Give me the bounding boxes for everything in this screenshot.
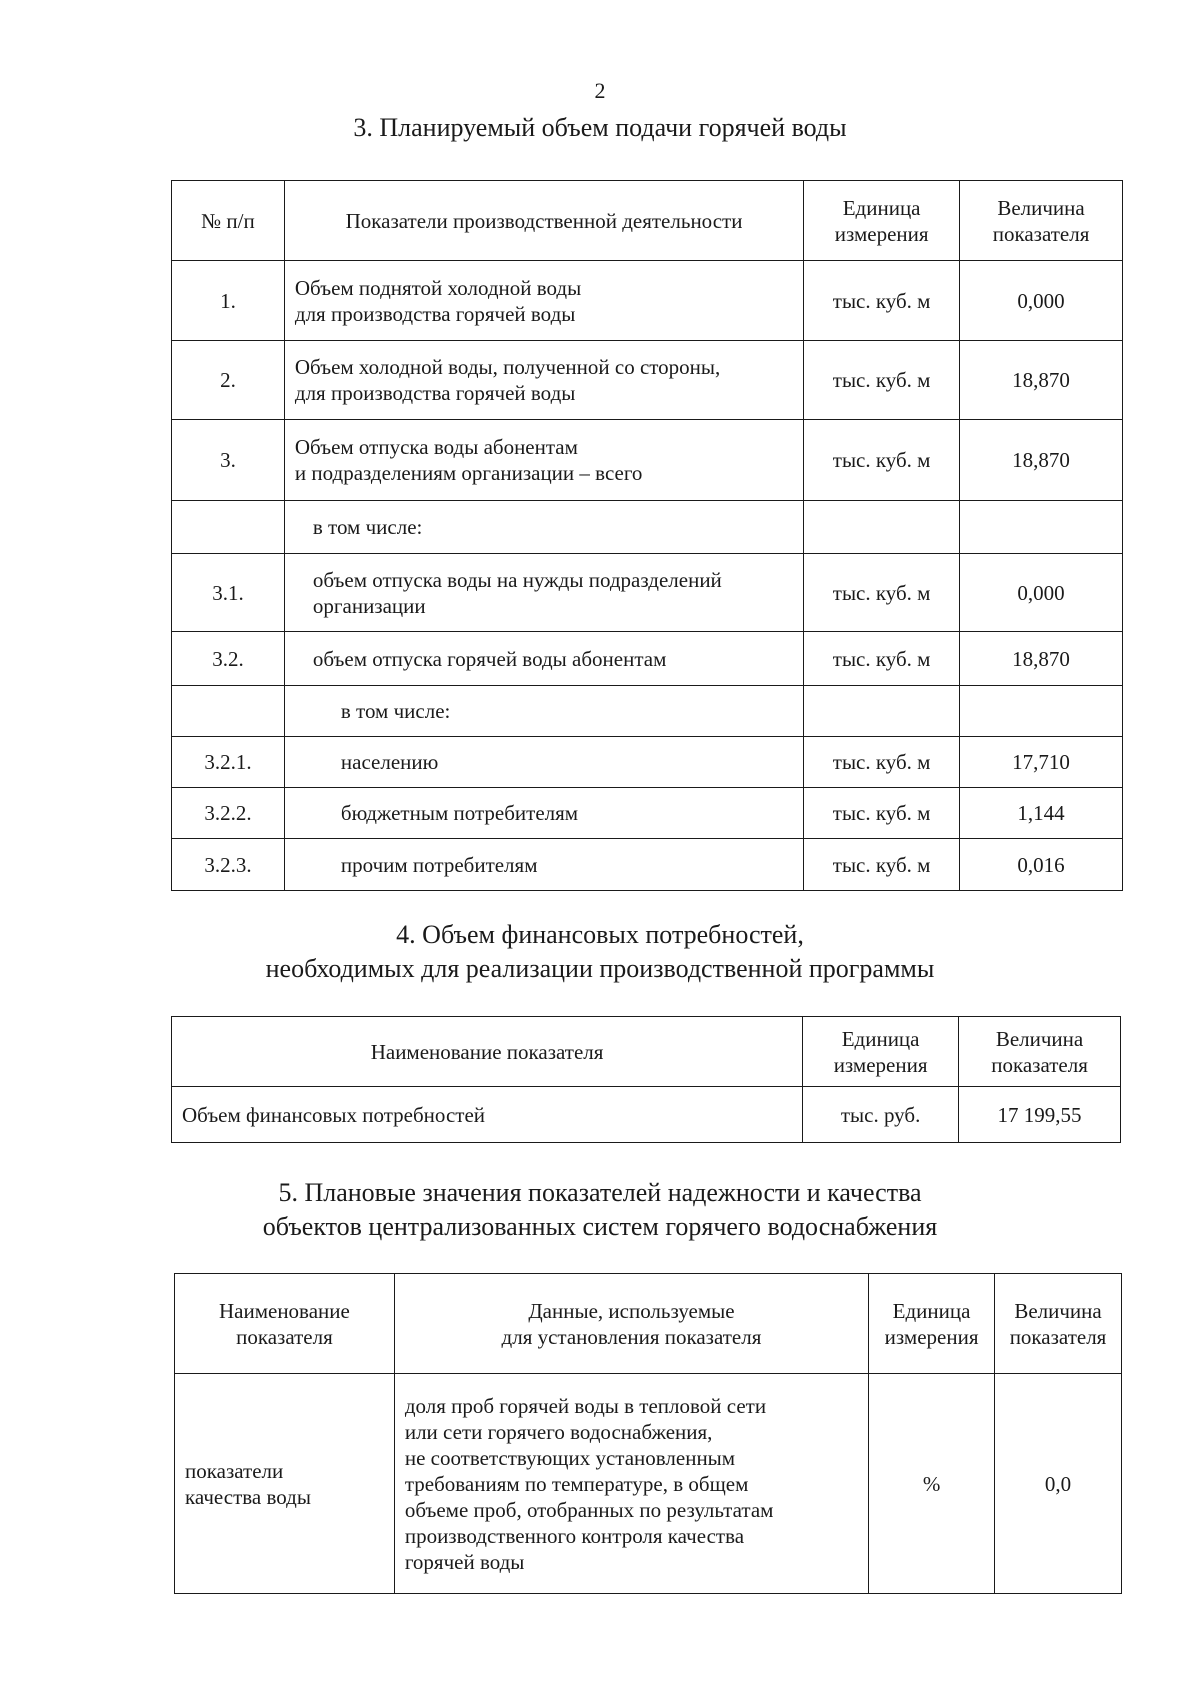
row-value: 17,710 — [960, 737, 1123, 788]
indicator-line: для производства горячей воды — [294, 381, 576, 405]
header-value — [960, 181, 1123, 261]
header-value — [995, 1274, 1122, 1374]
row-value: 1,144 — [960, 788, 1123, 839]
section-4-title-line: необходимых для реализации производственной программы — [265, 954, 935, 983]
header-value-line: показателя — [1009, 1324, 1107, 1349]
section-3-title: 3. Планируемый объем подачи горячей воды — [353, 113, 847, 142]
table-row — [172, 261, 1123, 341]
table-header-row — [172, 181, 1123, 261]
row-value: 0,000 — [960, 554, 1123, 632]
table-row — [172, 686, 1123, 737]
table-row — [172, 839, 1123, 891]
table-row — [172, 341, 1123, 420]
table-row — [172, 737, 1123, 788]
table-row — [172, 1087, 1121, 1143]
row-indicator: бюджетным потребителям — [284, 788, 803, 839]
data-line: объеме проб, отобранных по результатам — [404, 1497, 774, 1522]
indicator-line: качества воды — [185, 1484, 311, 1509]
data-line: не соответствующих установленным — [404, 1445, 736, 1470]
header-unit — [804, 181, 960, 261]
indicator-line: Объем поднятой холодной воды — [294, 275, 582, 300]
data-line: производственного контроля качества — [404, 1523, 745, 1548]
header-data-line: для установления показателя — [501, 1324, 762, 1349]
section-5-title — [0, 1176, 1200, 1244]
section-5-title-line: объектов централизованных систем горячего водоснабжения — [262, 1212, 938, 1241]
row-value: 18,870 — [960, 341, 1123, 420]
header-unit-line: Единица — [841, 1026, 920, 1051]
row-number — [172, 501, 285, 554]
row-indicator: Объем финансовых потребностей — [172, 1087, 803, 1143]
row-value: 0,016 — [960, 839, 1123, 891]
header-unit-line: Единица — [892, 1298, 971, 1323]
reliability-quality-table — [174, 1273, 1122, 1594]
row-unit: тыс. куб. м — [804, 261, 960, 341]
header-value-line: Величина — [997, 195, 1085, 220]
header-unit — [869, 1274, 995, 1374]
section-4-title — [0, 918, 1200, 986]
indicator-line: объем отпуска воды на нужды подразделений — [312, 567, 722, 592]
indicator-line: и подразделениям организации – всего — [294, 461, 643, 485]
row-unit: тыс. куб. м — [804, 632, 960, 686]
row-value — [960, 501, 1123, 554]
indicator-line: Объем отпуска воды абонентам — [294, 435, 578, 459]
row-indicator: в том числе: — [284, 501, 803, 554]
row-data-used — [394, 1374, 868, 1594]
table-row — [175, 1374, 1122, 1594]
indicator-line: для производства горячей воды — [294, 301, 576, 326]
row-value: 18,870 — [960, 420, 1123, 501]
table-row — [172, 788, 1123, 839]
data-line: доля проб горячей воды в тепловой сети — [404, 1393, 767, 1418]
row-indicator: в том числе: — [284, 686, 803, 737]
row-unit: тыс. куб. м — [804, 737, 960, 788]
row-unit — [804, 686, 960, 737]
row-value — [960, 686, 1123, 737]
table-row — [172, 632, 1123, 686]
header-unit-line: измерения — [833, 1052, 928, 1077]
financial-needs-table — [171, 1016, 1121, 1143]
header-data-used — [394, 1274, 868, 1374]
row-number: 1. — [172, 261, 285, 341]
row-value: 17 199,55 — [959, 1087, 1121, 1143]
table-row — [172, 501, 1123, 554]
indicator-line: показатели — [185, 1458, 284, 1483]
table-header-row — [172, 1017, 1121, 1087]
row-unit: тыс. куб. м — [804, 420, 960, 501]
row-number: 2. — [172, 341, 285, 420]
page-number: 2 — [594, 78, 606, 103]
row-indicator — [284, 420, 803, 501]
row-indicator — [284, 341, 803, 420]
data-line: горячей воды — [404, 1549, 525, 1574]
header-indicator: Показатели производственной деятельности — [284, 181, 803, 261]
header-unit-line: измерения — [834, 221, 929, 246]
header-data-line: Данные, используемые — [528, 1298, 735, 1323]
row-number: 3.1. — [172, 554, 285, 632]
row-number — [172, 686, 285, 737]
indicator-line: Объем холодной воды, полученной со стороны, — [294, 355, 721, 379]
row-number: 3.2.3. — [172, 839, 285, 891]
section-4-title-line: 4. Объем финансовых потребностей, — [396, 920, 804, 949]
header-value-line: Величина — [1014, 1298, 1102, 1323]
table-row — [172, 420, 1123, 501]
header-number: № п/п — [172, 181, 285, 261]
row-unit: тыс. куб. м — [804, 788, 960, 839]
row-value: 0,0 — [995, 1374, 1122, 1594]
row-unit: % — [869, 1374, 995, 1594]
header-name-line: показателя — [236, 1324, 333, 1349]
row-number: 3. — [172, 420, 285, 501]
row-number: 3.2.2. — [172, 788, 285, 839]
header-value-line: показателя — [991, 1052, 1088, 1077]
row-indicator: объем отпуска горячей воды абонентам — [284, 632, 803, 686]
row-unit — [804, 501, 960, 554]
row-unit: тыс. куб. м — [804, 554, 960, 632]
row-number: 3.2.1. — [172, 737, 285, 788]
header-unit-line: измерения — [884, 1324, 979, 1349]
row-number: 3.2. — [172, 632, 285, 686]
data-line: или сети горячего водоснабжения, — [404, 1419, 713, 1444]
header-value-line: Величина — [995, 1026, 1084, 1051]
row-unit: тыс. куб. м — [804, 341, 960, 420]
header-unit-line: Единица — [842, 195, 921, 220]
row-indicator — [284, 261, 803, 341]
row-indicator: прочим потребителям — [284, 839, 803, 891]
row-unit: тыс. куб. м — [804, 839, 960, 891]
water-supply-table — [171, 180, 1123, 891]
data-line: требованиям по температуре, в общем — [404, 1471, 749, 1496]
table-header-row — [175, 1274, 1122, 1374]
row-unit: тыс. руб. — [803, 1087, 959, 1143]
row-indicator: населению — [284, 737, 803, 788]
indicator-line: организации — [312, 593, 426, 618]
header-value — [959, 1017, 1121, 1087]
header-unit — [803, 1017, 959, 1087]
row-indicator — [175, 1374, 395, 1594]
row-value: 18,870 — [960, 632, 1123, 686]
header-name-line: Наименование — [218, 1298, 350, 1323]
header-indicator-name: Наименование показателя — [172, 1017, 803, 1087]
header-indicator-name — [175, 1274, 395, 1374]
table-row — [172, 554, 1123, 632]
header-value-line: показателя — [992, 221, 1090, 246]
row-indicator — [284, 554, 803, 632]
section-5-title-line: 5. Плановые значения показателей надежности и качества — [278, 1178, 922, 1207]
row-value: 0,000 — [960, 261, 1123, 341]
